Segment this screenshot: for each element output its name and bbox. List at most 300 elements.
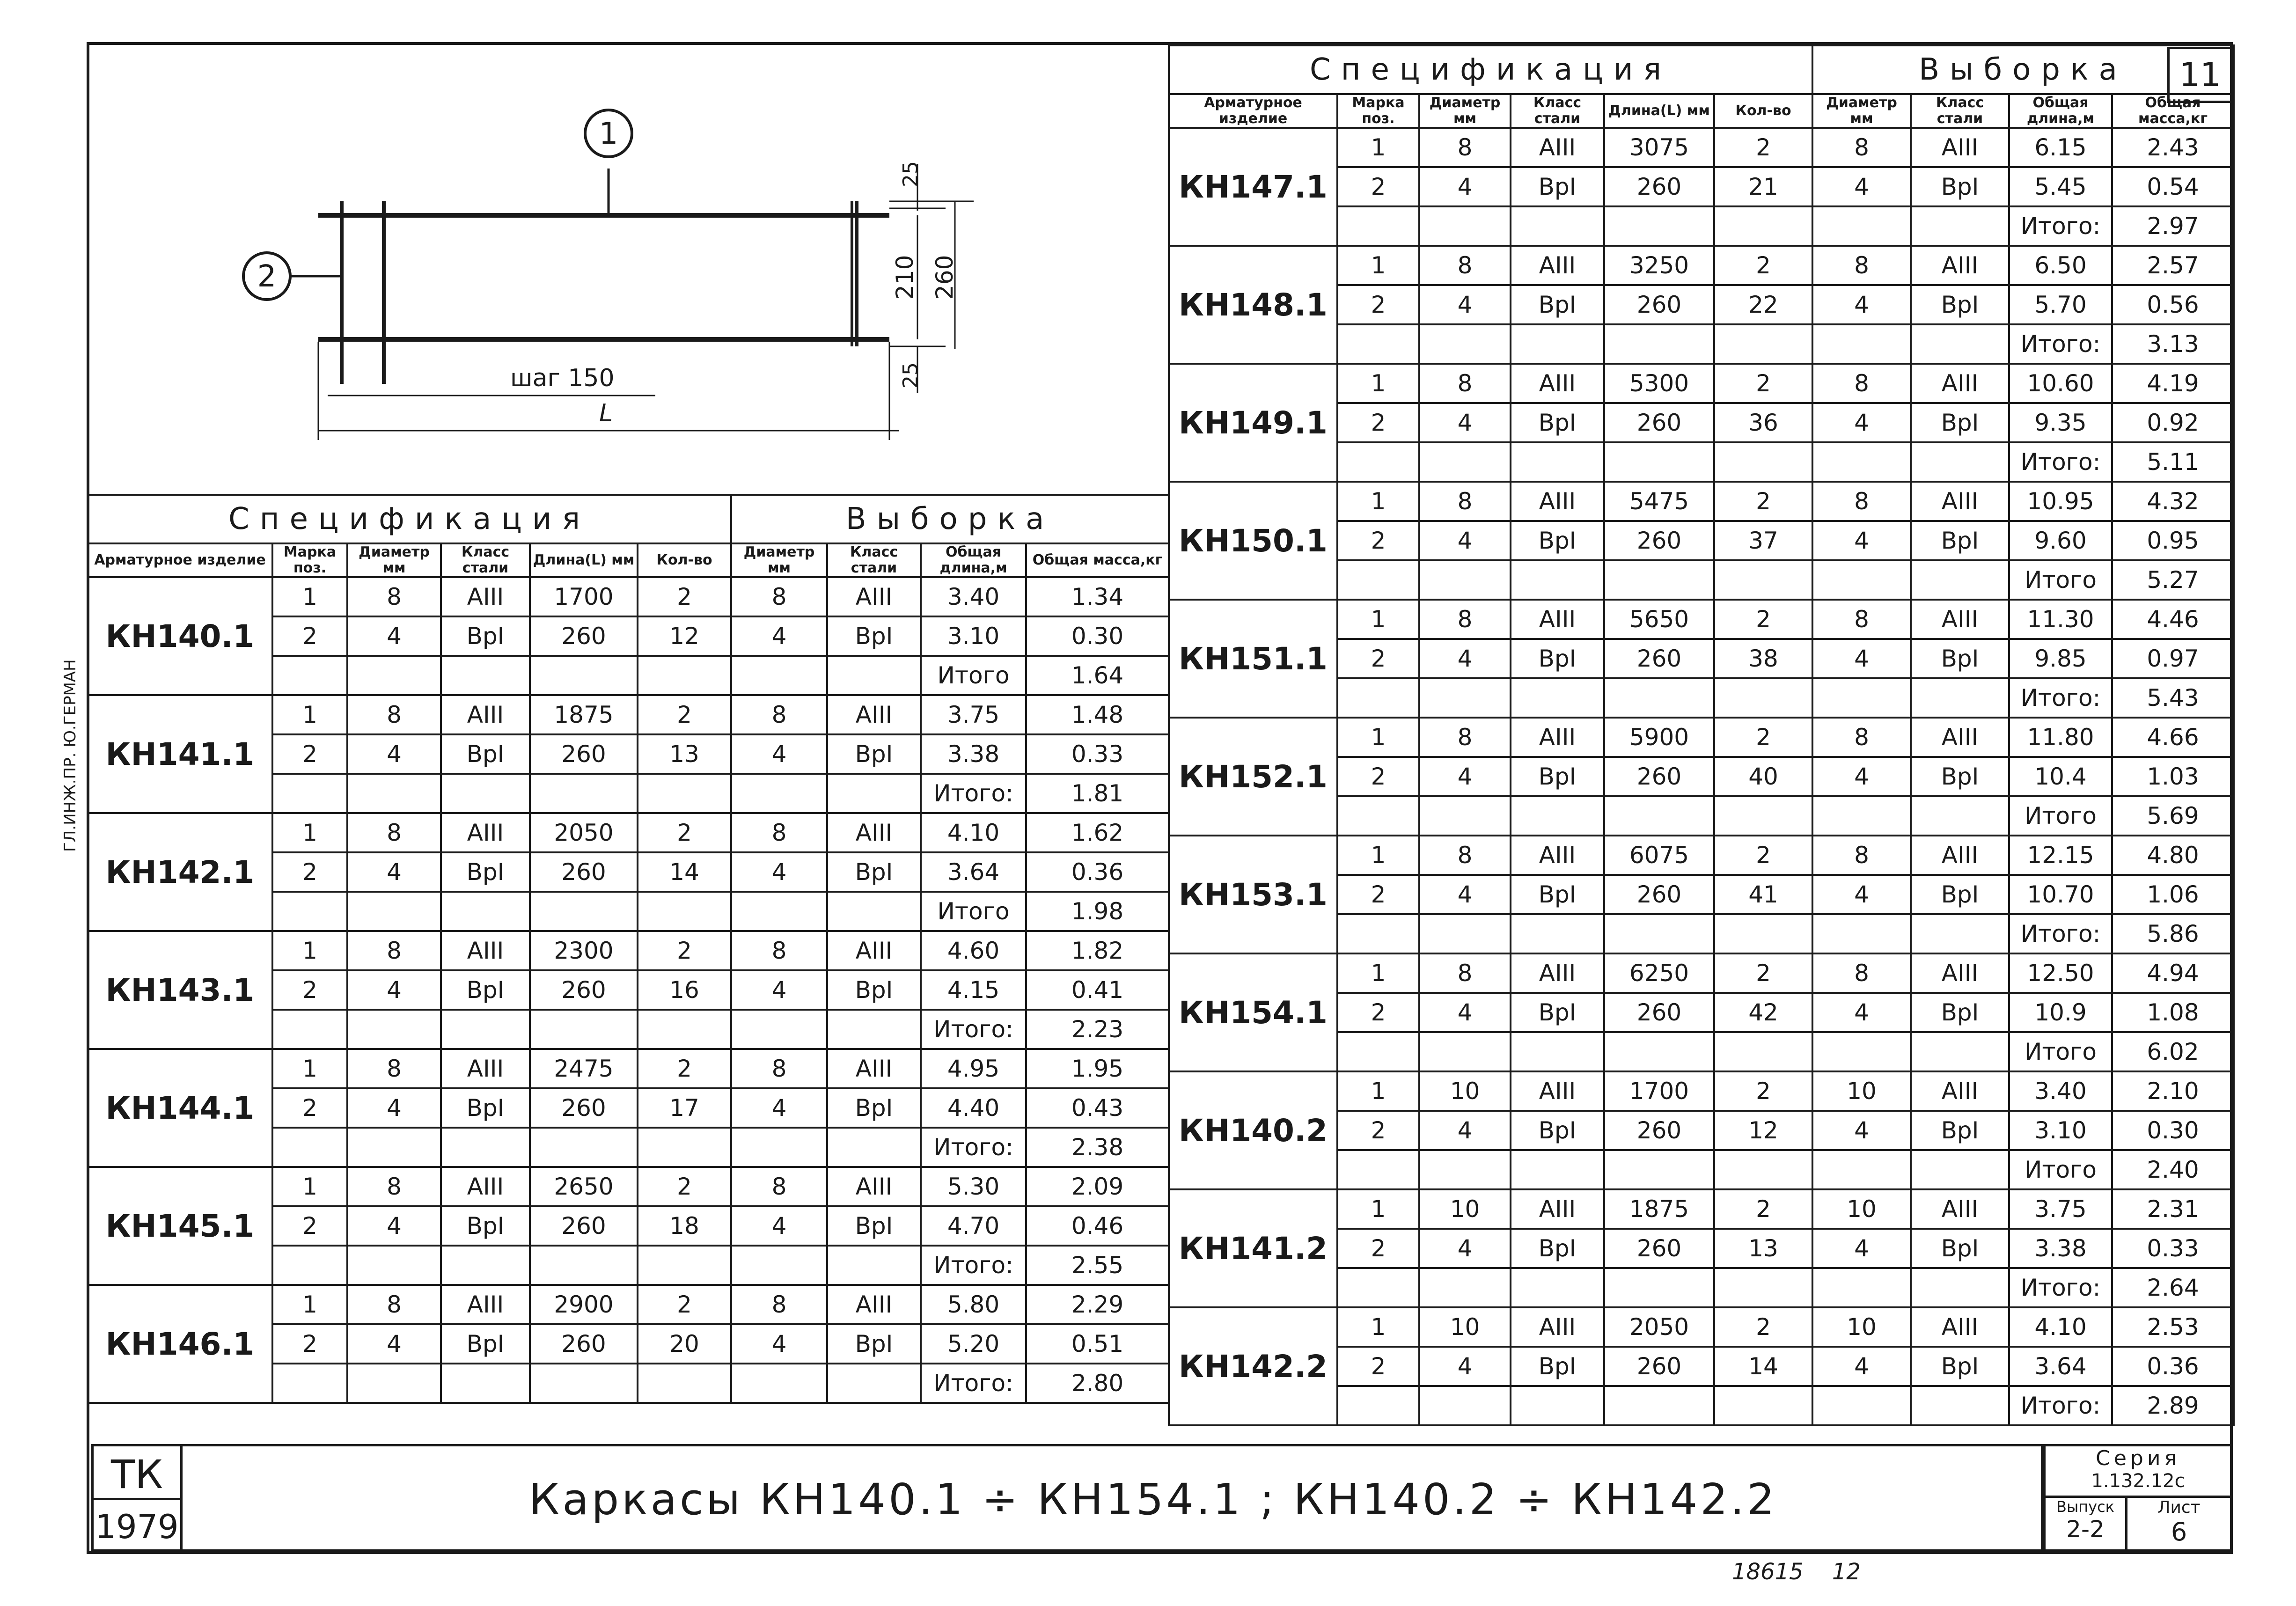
table-cell: 8	[347, 813, 441, 852]
table-cell: 4	[347, 1206, 441, 1246]
product-mark: КН152.1	[1169, 718, 1337, 836]
side-signature-label: ГЛ.ИНЖ.ПР. Ю.ГЕРМАН	[61, 659, 80, 852]
table-cell: 3.75	[921, 695, 1026, 734]
table-cell: AIII	[441, 695, 530, 734]
empty-cell	[1337, 678, 1419, 718]
table-cell: 3.64	[921, 852, 1026, 892]
empty-cell	[731, 1010, 827, 1049]
table-cell: 0.92	[2112, 403, 2234, 442]
total-value: 2.38	[1026, 1128, 1169, 1167]
table-cell: 13	[1714, 1229, 1812, 1268]
table-cell: 2	[1714, 128, 1812, 167]
empty-cell	[530, 774, 638, 813]
table-cell: 8	[1419, 246, 1511, 285]
product-mark: КН150.1	[1169, 482, 1337, 600]
table-row	[88, 1167, 1169, 1206]
empty-cell	[1511, 442, 1604, 482]
table-cell: 4.70	[921, 1206, 1026, 1246]
table-cell: 4	[1812, 993, 1911, 1032]
table-cell: 2.53	[2112, 1307, 2234, 1347]
table-cell: 12	[638, 616, 731, 656]
empty-cell	[347, 1246, 441, 1285]
table-cell: 3250	[1604, 246, 1714, 285]
table-cell: 4	[1419, 1111, 1511, 1150]
table-cell: 5.70	[2009, 285, 2112, 324]
empty-cell	[1911, 1268, 2009, 1307]
diameter-header: Диаметр мм	[1419, 94, 1511, 128]
table-row	[1169, 836, 2234, 875]
table-cell: 1.34	[1026, 577, 1169, 616]
table-cell: AIII	[1511, 600, 1604, 639]
diameter-header: Диаметр мм	[347, 543, 441, 577]
table-cell: 17	[638, 1088, 731, 1128]
table-cell: BpI	[1911, 285, 2009, 324]
table-cell: 4	[731, 1324, 827, 1364]
total-label: Итого:	[2009, 324, 2112, 364]
empty-cell	[530, 892, 638, 931]
table-cell: AIII	[1911, 1189, 2009, 1229]
table-cell: 2	[1714, 836, 1812, 875]
table-cell: AIII	[441, 1285, 530, 1324]
table-cell: 12	[1714, 1111, 1812, 1150]
empty-cell	[1511, 206, 1604, 246]
table-cell: 10.60	[2009, 364, 2112, 403]
table-cell: 3.40	[2009, 1071, 2112, 1111]
table-cell: 2	[1337, 1347, 1419, 1386]
table-cell: 3.10	[2009, 1111, 2112, 1150]
empty-cell	[441, 656, 530, 695]
total-value: 5.27	[2112, 560, 2234, 600]
table-cell: AIII	[827, 577, 921, 616]
table-cell: 11.80	[2009, 718, 2112, 757]
right-spec-table	[1168, 44, 2235, 1426]
empty-cell	[1812, 442, 1911, 482]
table-cell: 2	[1714, 246, 1812, 285]
table-cell: 4.80	[2112, 836, 2234, 875]
empty-cell	[638, 1128, 731, 1167]
table-cell: 4	[1419, 1347, 1511, 1386]
table-cell: BpI	[1911, 639, 2009, 678]
empty-cell	[1911, 1032, 2009, 1071]
table-cell: 1.95	[1026, 1049, 1169, 1088]
empty-cell	[1419, 560, 1511, 600]
product-mark: КН143.1	[88, 931, 272, 1049]
sheet-value: 6	[2171, 1517, 2187, 1547]
table-cell: 2475	[530, 1049, 638, 1088]
rebar-cage-drawing	[187, 94, 983, 477]
total-value: 3.13	[2112, 324, 2234, 364]
table-cell: 8	[731, 1167, 827, 1206]
series-box	[2043, 1444, 2233, 1498]
table-cell: 0.36	[1026, 852, 1169, 892]
sel-class-header: Класс стали	[1911, 94, 2009, 128]
table-cell: 1	[272, 1167, 347, 1206]
table-cell: 6075	[1604, 836, 1714, 875]
empty-cell	[1714, 796, 1812, 836]
table-cell: 8	[1419, 128, 1511, 167]
table-row	[1169, 1307, 2234, 1347]
table-cell: 4.15	[921, 970, 1026, 1010]
table-cell: 1	[1337, 1071, 1419, 1111]
table-cell: 4	[731, 616, 827, 656]
selection-title: Выборка	[1812, 45, 2234, 94]
empty-cell	[1337, 1268, 1419, 1307]
empty-cell	[272, 774, 347, 813]
table-cell: AIII	[1511, 1307, 1604, 1347]
table-cell: 6.15	[2009, 128, 2112, 167]
series-value: 1.132.12c	[2091, 1470, 2185, 1492]
total-label: Итого:	[2009, 442, 2112, 482]
empty-cell	[731, 892, 827, 931]
table-cell: 1	[272, 1285, 347, 1324]
table-cell: 4	[1419, 875, 1511, 914]
table-cell: 8	[1812, 482, 1911, 521]
empty-cell	[1419, 796, 1511, 836]
table-cell: 36	[1714, 403, 1812, 442]
empty-cell	[1337, 796, 1419, 836]
total-label: Итого:	[921, 1364, 1026, 1403]
table-cell: BpI	[1911, 875, 2009, 914]
table-cell: 4	[347, 1324, 441, 1364]
issue-label: Выпуск	[2056, 1498, 2114, 1516]
total-label: Итого	[921, 892, 1026, 931]
table-cell: BpI	[827, 734, 921, 774]
table-cell: 6250	[1604, 953, 1714, 993]
product-mark: КН142.1	[88, 813, 272, 931]
total-value: 2.55	[1026, 1246, 1169, 1285]
table-cell: 260	[530, 1206, 638, 1246]
issue-value: 2-2	[2066, 1516, 2105, 1543]
table-row	[1169, 718, 2234, 757]
table-cell: 2	[638, 813, 731, 852]
empty-cell	[530, 1128, 638, 1167]
sheet-label: Лист	[2157, 1498, 2201, 1517]
total-value: 2.23	[1026, 1010, 1169, 1049]
table-cell: 1	[272, 1049, 347, 1088]
table-cell: AIII	[1511, 364, 1604, 403]
table-cell: 9.85	[2009, 639, 2112, 678]
table-cell: 2050	[1604, 1307, 1714, 1347]
table-row	[88, 1049, 1169, 1088]
table-cell: 4	[1812, 167, 1911, 206]
empty-cell	[638, 1010, 731, 1049]
table-cell: 0.46	[1026, 1206, 1169, 1246]
table-cell: 16	[638, 970, 731, 1010]
table-cell: 5.20	[921, 1324, 1026, 1364]
table-cell: BpI	[1911, 521, 2009, 560]
table-cell: 260	[1604, 993, 1714, 1032]
table-cell: 11.30	[2009, 600, 2112, 639]
length-header: Длина(L) мм	[530, 543, 638, 577]
empty-cell	[272, 1010, 347, 1049]
table-cell: 2	[272, 734, 347, 774]
empty-cell	[1812, 1150, 1911, 1189]
table-cell: 3.10	[921, 616, 1026, 656]
step-label: шаг 150	[510, 364, 615, 392]
table-cell: 1700	[1604, 1071, 1714, 1111]
table-cell: 4	[1812, 1229, 1911, 1268]
table-cell: BpI	[1511, 639, 1604, 678]
table-cell: 5300	[1604, 364, 1714, 403]
empty-cell	[1812, 560, 1911, 600]
table-cell: 260	[1604, 1229, 1714, 1268]
empty-cell	[638, 1246, 731, 1285]
table-cell: 4.40	[921, 1088, 1026, 1128]
empty-cell	[1911, 324, 2009, 364]
empty-cell	[1714, 1150, 1812, 1189]
total-value: 5.43	[2112, 678, 2234, 718]
table-cell: 5900	[1604, 718, 1714, 757]
total-label: Итого	[921, 656, 1026, 695]
table-cell: AIII	[827, 695, 921, 734]
table-cell: 5.30	[921, 1167, 1026, 1206]
table-cell: BpI	[827, 616, 921, 656]
total-value: 5.69	[2112, 796, 2234, 836]
table-cell: 1700	[530, 577, 638, 616]
table-cell: 40	[1714, 757, 1812, 796]
table-cell: 2050	[530, 813, 638, 852]
table-cell: 12.15	[2009, 836, 2112, 875]
table-cell: 8	[1419, 718, 1511, 757]
table-cell: 14	[638, 852, 731, 892]
empty-cell	[1911, 1386, 2009, 1425]
empty-cell	[272, 1246, 347, 1285]
table-cell: AIII	[1911, 364, 2009, 403]
table-cell: 1.48	[1026, 695, 1169, 734]
product-mark: КН151.1	[1169, 600, 1337, 718]
table-cell: 0.36	[2112, 1347, 2234, 1386]
table-cell: 10	[1812, 1189, 1911, 1229]
table-cell: 8	[347, 1049, 441, 1088]
table-cell: 20	[638, 1324, 731, 1364]
table-cell: 2	[1337, 1111, 1419, 1150]
table-cell: 2.09	[1026, 1167, 1169, 1206]
table-cell: BpI	[441, 852, 530, 892]
total-mass-header: Общая масса,кг	[1026, 543, 1169, 577]
table-cell: BpI	[1511, 757, 1604, 796]
table-cell: 4	[347, 734, 441, 774]
table-cell: 8	[731, 1285, 827, 1324]
table-cell: 10.4	[2009, 757, 2112, 796]
table-cell: 10.95	[2009, 482, 2112, 521]
empty-cell	[731, 1128, 827, 1167]
table-cell: 4	[1812, 403, 1911, 442]
year-label: 1979	[95, 1508, 179, 1546]
table-cell: 3.64	[2009, 1347, 2112, 1386]
table-row	[1169, 953, 2234, 993]
table-cell: 260	[530, 970, 638, 1010]
table-cell: 5650	[1604, 600, 1714, 639]
table-cell: 8	[1812, 953, 1911, 993]
table-cell: 2	[1337, 757, 1419, 796]
table-cell: 8	[1812, 836, 1911, 875]
empty-cell	[1604, 1150, 1714, 1189]
total-label: Итого:	[2009, 1268, 2112, 1307]
table-cell: AIII	[827, 1285, 921, 1324]
table-cell: 3.38	[2009, 1229, 2112, 1268]
table-cell: 2	[638, 1049, 731, 1088]
table-cell: 2	[638, 931, 731, 970]
table-cell: 2	[272, 1206, 347, 1246]
table-cell: 2.29	[1026, 1285, 1169, 1324]
table-cell: 8	[347, 577, 441, 616]
empty-cell	[441, 774, 530, 813]
pos2-label: 2	[257, 259, 277, 294]
empty-cell	[1511, 796, 1604, 836]
table-row	[1169, 600, 2234, 639]
table-cell: 9.60	[2009, 521, 2112, 560]
spec-title: Спецификация	[1169, 45, 1812, 94]
table-cell: 260	[530, 616, 638, 656]
empty-cell	[1337, 1386, 1419, 1425]
empty-cell	[1812, 796, 1911, 836]
product-mark: КН141.1	[88, 695, 272, 813]
empty-cell	[1419, 678, 1511, 718]
table-cell: AIII	[1511, 836, 1604, 875]
total-value: 2.89	[2112, 1386, 2234, 1425]
table-cell: BpI	[1911, 403, 2009, 442]
table-cell: 5475	[1604, 482, 1714, 521]
table-cell: 2	[1337, 639, 1419, 678]
empty-cell	[1911, 678, 2009, 718]
empty-cell	[1511, 1150, 1604, 1189]
total-value: 2.64	[2112, 1268, 2234, 1307]
table-cell: 0.51	[1026, 1324, 1169, 1364]
empty-cell	[272, 656, 347, 695]
empty-cell	[1911, 206, 2009, 246]
empty-cell	[272, 892, 347, 931]
table-cell: AIII	[1511, 128, 1604, 167]
table-cell: AIII	[1511, 1189, 1604, 1229]
table-cell: 4	[1812, 639, 1911, 678]
table-cell: 4	[1419, 639, 1511, 678]
table-cell: 8	[1419, 836, 1511, 875]
empty-cell	[827, 656, 921, 695]
table-cell: BpI	[1511, 1229, 1604, 1268]
table-cell: AIII	[1511, 246, 1604, 285]
table-cell: 1.06	[2112, 875, 2234, 914]
table-cell: 10	[1419, 1189, 1511, 1229]
table-cell: 2	[1337, 403, 1419, 442]
table-cell: 1	[1337, 836, 1419, 875]
table-cell: AIII	[1511, 1071, 1604, 1111]
total-value: 1.81	[1026, 774, 1169, 813]
table-cell: 2.31	[2112, 1189, 2234, 1229]
table-cell: BpI	[441, 616, 530, 656]
empty-cell	[1604, 324, 1714, 364]
table-cell: 1	[1337, 246, 1419, 285]
table-cell: BpI	[1911, 757, 2009, 796]
empty-cell	[1812, 206, 1911, 246]
total-label: Итого	[2009, 1150, 2112, 1189]
empty-cell	[1714, 324, 1812, 364]
table-cell: 260	[1604, 639, 1714, 678]
table-cell: 4	[347, 1088, 441, 1128]
table-cell: 0.33	[2112, 1229, 2234, 1268]
empty-cell	[1419, 206, 1511, 246]
empty-cell	[1714, 1032, 1812, 1071]
quantity-header: Кол-во	[638, 543, 731, 577]
table-cell: 8	[1419, 953, 1511, 993]
table-cell: 1875	[1604, 1189, 1714, 1229]
table-cell: 1	[272, 813, 347, 852]
total-value: 5.86	[2112, 914, 2234, 953]
table-cell: 4	[347, 616, 441, 656]
table-cell: BpI	[1511, 521, 1604, 560]
sheet-number: 11	[2167, 47, 2233, 103]
table-cell: 4.10	[921, 813, 1026, 852]
table-cell: 4	[731, 970, 827, 1010]
table-cell: 8	[1812, 246, 1911, 285]
selection-title: Выборка	[731, 495, 1169, 543]
table-cell: 0.97	[2112, 639, 2234, 678]
table-cell: 8	[347, 1167, 441, 1206]
table-cell: 4	[347, 852, 441, 892]
total-length-header: Общая длина,м	[2009, 94, 2112, 128]
empty-cell	[1812, 324, 1911, 364]
year-box	[91, 1498, 183, 1552]
table-cell: 260	[1604, 167, 1714, 206]
empty-cell	[272, 1128, 347, 1167]
table-cell: 2	[1337, 167, 1419, 206]
table-cell: BpI	[441, 734, 530, 774]
table-cell: 0.95	[2112, 521, 2234, 560]
table-cell: BpI	[1511, 167, 1604, 206]
table-cell: 1	[1337, 364, 1419, 403]
table-cell: 2	[272, 616, 347, 656]
empty-cell	[1604, 1032, 1714, 1071]
table-cell: 8	[1812, 364, 1911, 403]
total-label: Итого:	[2009, 914, 2112, 953]
total-value: 5.11	[2112, 442, 2234, 482]
empty-cell	[1911, 1150, 2009, 1189]
product-header: Арматурное изделие	[1169, 94, 1337, 128]
table-cell: 4	[1812, 875, 1911, 914]
table-cell: 0.43	[1026, 1088, 1169, 1128]
dim-210: 210	[891, 255, 918, 300]
table-cell: 8	[1419, 600, 1511, 639]
table-row	[88, 813, 1169, 852]
table-cell: 2	[1714, 364, 1812, 403]
empty-cell	[441, 1010, 530, 1049]
empty-cell	[731, 1364, 827, 1403]
table-cell: 1	[272, 695, 347, 734]
table-cell: 10.70	[2009, 875, 2112, 914]
table-cell: 2.10	[2112, 1071, 2234, 1111]
empty-cell	[638, 774, 731, 813]
table-cell: 3.75	[2009, 1189, 2112, 1229]
empty-cell	[638, 656, 731, 695]
table-cell: BpI	[1911, 1111, 2009, 1150]
table-cell: 260	[530, 1088, 638, 1128]
table-cell: 260	[1604, 875, 1714, 914]
table-cell: 4.66	[2112, 718, 2234, 757]
table-cell: 4.95	[921, 1049, 1026, 1088]
table-cell: AIII	[1911, 836, 2009, 875]
empty-cell	[1511, 1032, 1604, 1071]
empty-cell	[1714, 1268, 1812, 1307]
sel-diameter-header: Диаметр мм	[1812, 94, 1911, 128]
table-cell: 2	[1714, 600, 1812, 639]
quantity-header: Кол-во	[1714, 94, 1812, 128]
empty-cell	[1337, 324, 1419, 364]
table-cell: AIII	[1911, 1071, 2009, 1111]
table-cell: AIII	[1911, 482, 2009, 521]
empty-cell	[1337, 560, 1419, 600]
empty-cell	[1604, 1268, 1714, 1307]
table-cell: BpI	[1511, 1347, 1604, 1386]
table-cell: 1	[1337, 1307, 1419, 1347]
